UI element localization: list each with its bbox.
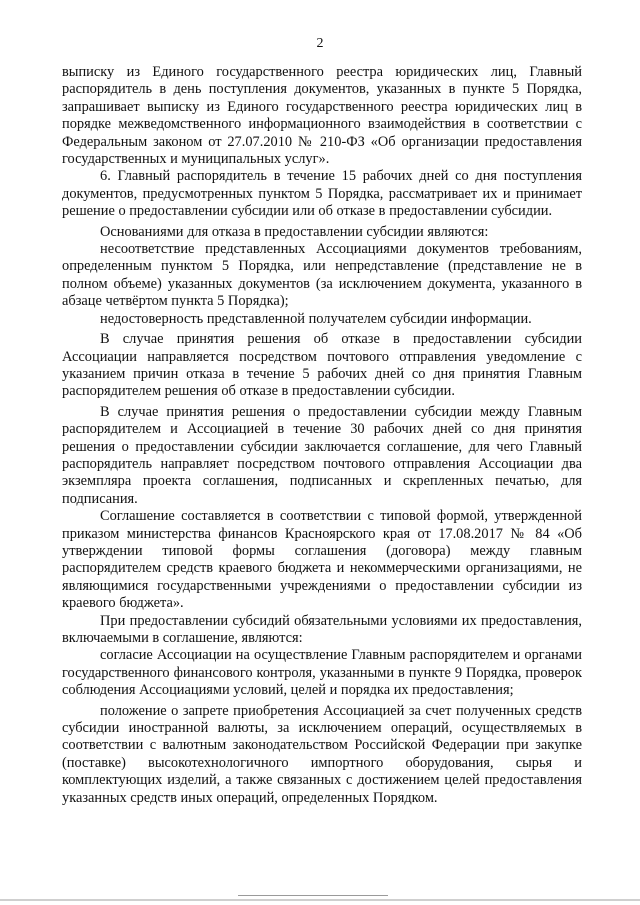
paragraph-refusal-ground-inaccuracy: недостоверность представленной получателем субсидии информации. xyxy=(100,310,532,327)
paragraph-consent-to-inspections: согласие Ассоциации на осуществление Главным распорядителем и органами государственного финансового контроля, указанными в пункте 9 Порядка, проверок соблюдения Ассоциациями условий, целей и порядка их предоставления; xyxy=(62,647,582,699)
scan-edge-mark xyxy=(238,895,388,896)
paragraph-currency-prohibition: положение о запрете приобретения Ассоциацией за счет полученных средств субсидии иностранной валюты, за исключением операций, осуществляемых в соответствии с валютным законодательством Российской Федерации при закупке (поставке) высокотехнологичного импортного оборудования, сырья и комплектующих изделий, а также связанных с достижением целей предоставления указанных средств иных операций, определенных Порядком. xyxy=(62,702,582,806)
paragraph-extract-request: выписку из Единого государственного реестра юридических лиц, Главный распорядитель в день поступления документов, указанных в пункте 5 Порядка, запрашивает выписку из Единого государственного реестра юридических лиц в порядке межведомственного информационного взаимодействия в соответствии с Федеральным законом от 27.07.2010 № 210-ФЗ «Об организации предоставления государственных и муниципальных услуг». xyxy=(62,64,582,168)
paragraph-agreement-form: Соглашение составляется в соответствии с типовой формой, утвержденной приказом министерства финансов Красноярского края от 17.08.2017 № 84 «Об утверждении типовой формы соглашения (договора) между главным распорядителем средств краевого бюджета и некоммерческими организациями, не являющимися государственными учреждениями о предоставлении субсидии из краевого бюджета». xyxy=(62,508,582,612)
paragraph-mandatory-conditions: При предоставлении субсидий обязательными условиями их предоставления, включаемыми в соглашение, являются: xyxy=(62,612,582,646)
paragraph-item-6-review: 6. Главный распорядитель в течение 15 рабочих дней со дня поступления документов, предусмотренных пунктом 5 Порядка, рассматривает их и принимает решение о предоставлении субсидии или об отказе в предоставлении субсидии. xyxy=(62,168,582,220)
paragraph-refusal-grounds-heading: Основаниями для отказа в предоставлении субсидии являются: xyxy=(100,223,489,240)
paragraph-refusal-ground-noncompliance: несоответствие представленных Ассоциациями документов требованиям, определенным пунктом 5 Порядка, или непредставление (представление не в полном объеме) указанных документов (за исключением документа, указанного в абзаце четвёртом пункта 5 Порядка); xyxy=(62,241,582,310)
document-body xyxy=(62,64,582,807)
paragraph-agreement-conclusion: В случае принятия решения о предоставлении субсидии между Главным распорядителем и Ассоциацией в течение 30 рабочих дней со дня принятия решения о предоставлении субсидии заключается соглашение, для чего Главный распорядитель направляет посредством почтового отправления Ассоциации два экземпляра проекта соглашения, подписанных и скрепленных печатью, для подписания. xyxy=(62,403,582,507)
paragraph-refusal-notification: В случае принятия решения об отказе в предоставлении субсидии Ассоциации направляется посредством почтового отправления уведомление с указанием причин отказа в течение 5 рабочих дней со дня принятия Главным распорядителем решения об отказе в предоставлении субсидии. xyxy=(62,331,582,400)
scan-bottom-edge xyxy=(0,899,640,901)
page-number: 2 xyxy=(316,36,324,51)
